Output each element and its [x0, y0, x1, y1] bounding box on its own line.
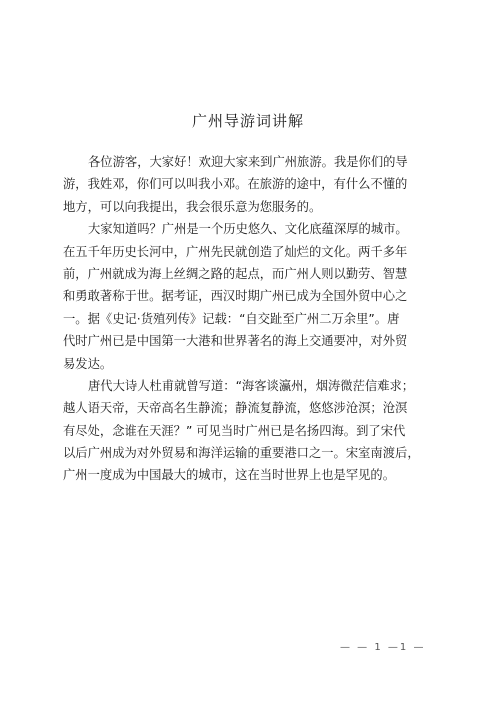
document-body [63, 151, 449, 487]
paragraph-1-line-1: 各位游客，大家好！欢迎大家来到广州旅游。我是你们的导 [88, 155, 408, 169]
paragraph-3-line-3: 有尽处，念谁在天涯？” 可见当时广州已是名扬四海。到了宋代 [63, 423, 406, 438]
paragraph-2-line-2: 在五千年历史长河中，广州先民就创造了灿烂的文化。两千多年 [63, 244, 408, 259]
paragraph-1-line-2: 游，我姓邓，你们可以叫我小邓。在旅游的途中，有什么不懂的 [63, 177, 408, 192]
paragraph-3-line-1: 唐代大诗人杜甫就曾写道：“海客谈瀛州，烟涛微茫信难求； [88, 378, 415, 393]
paragraph-2-line-5: 一。据《史记·货殖列传》记载：“自交趾至广州二万余里”。唐 [63, 311, 400, 326]
paragraph-2-line-3: 前，广州就成为海上丝绸之路的起点，而广州人则以勤劳、智慧 [63, 266, 408, 281]
paragraph-3-line-4: 以后广州成为对外贸易和海洋运输的重要港口之一。宋室南渡后， [63, 446, 420, 461]
paragraph-2-line-7: 易发达。 [63, 356, 113, 371]
page-number-footer: — — 1 —1 — [340, 642, 426, 653]
paragraph-2-line-1: 大家知道吗？广州是一个历史悠久、文化底蕴深厚的城市。 [88, 222, 408, 237]
paragraph-2-line-6: 代时广州已是中国第一大港和世界著名的海上交通要冲，对外贸 [63, 334, 408, 349]
paragraph-3-line-2: 越人语天帝，天帝高名生静流；静流复静流，悠悠涉沧溟；沧溟 [63, 401, 408, 416]
paragraph-2-line-4: 和勇敢著称于世。据考证，西汉时期广州已成为全国外贸中心之 [63, 289, 408, 304]
document-title: 广州导游词讲解 [191, 112, 304, 130]
paragraph-3-line-5: 广州一度成为中国最大的城市，这在当时世界上也是罕见的。 [63, 468, 396, 483]
paragraph-1-line-3: 地方，可以向我提出，我会很乐意为您服务的。 [63, 199, 322, 214]
